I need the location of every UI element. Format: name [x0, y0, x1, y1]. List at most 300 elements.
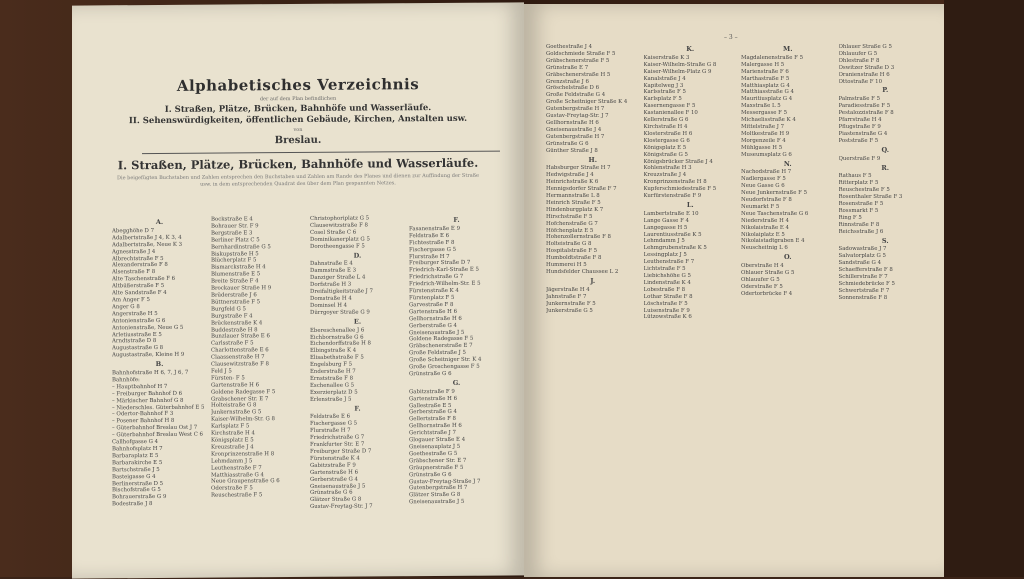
index-entry: Angerstraße H 5 [112, 310, 158, 318]
index-entry: Alsenstraße F 8 [112, 269, 156, 276]
letter-heading: E. [353, 317, 362, 326]
index-entry: Brockauer Straße H 9 [211, 285, 272, 292]
index-entry: Rinnstraße F 8 [838, 221, 880, 228]
index-entry: Frankfurter Str. E 7 [310, 441, 365, 449]
index-entry: Gallestraße E 5 [409, 402, 452, 409]
index-entry: Hofchenstraße G 7 [546, 220, 598, 227]
index-entry: Bahnhöfe: [112, 377, 140, 384]
index-entry: Bartschstraße J 5 [112, 466, 160, 474]
index-entry: Dürrgoyer Straße G 9 [310, 309, 370, 316]
index-entry: Goldschmiede Straße F 5 [546, 50, 616, 57]
index-entry: Reuschestraße F 5 [211, 492, 263, 499]
index-entry: Agnesstraße J 4 [112, 248, 156, 255]
index-entry: Elbingstraße K 4 [310, 347, 357, 355]
index-entry: Holteistraße G 8 [546, 241, 592, 248]
index-entry: Bernhardinstraße G 5 [211, 243, 271, 251]
index-entry: Niederstraße H 4 [741, 217, 789, 224]
index-entry: Oderstraße F 5 [211, 485, 253, 492]
index-entry: Schaefferstraße F 8 [838, 267, 893, 274]
right-page [524, 4, 944, 577]
index-entry: Gellhornstraße H 6 [409, 423, 462, 430]
index-entry: Kanalstraße J 4 [643, 75, 686, 82]
index-entry: Sandstraße G 4 [838, 260, 882, 267]
index-entry: Karlsstraße F 5 [643, 89, 686, 96]
letter-heading: S. [881, 236, 889, 245]
index-entry: Reuschestraße F 5 [838, 187, 890, 194]
index-entry: Callhofgasse G 4 [112, 439, 159, 446]
letter-heading: P. [882, 86, 889, 95]
index-entry: Burgfeld G 5 [211, 306, 246, 313]
index-entry: Freiburger Straße D 7 [310, 448, 372, 455]
index-entry: Adalbertstraße, Neue K 3 [112, 241, 183, 249]
index-entry: Burgstraße F 4 [211, 313, 253, 320]
index-entry: Hohenzollernstraße F 8 [546, 234, 611, 241]
index-entry: Grünstraße G 6 [409, 471, 452, 478]
index-entry: Arletiusstraße E 5 [112, 331, 162, 338]
index-entry: Grabschener Str. E 7 [211, 395, 269, 403]
index-entry: Gellhornstraße H 6 [546, 119, 599, 126]
index-entry: Morgenzeile F 4 [741, 137, 786, 144]
index-entry: Carlsstraße F 5 [211, 340, 254, 347]
index-entry: Biskupstraße H 5 [211, 250, 259, 258]
index-entry: Höfchenplatz E 5 [546, 227, 594, 234]
index-entry: Gerichtstraße J 7 [409, 430, 456, 437]
index-entry: Klosterstraße H 6 [643, 130, 693, 137]
index-entry: Hospitalstraße F 5 [546, 248, 598, 255]
index-entry: Oderstraße F 5 [741, 283, 783, 290]
index-entry: Erlenstraße J 5 [310, 396, 352, 403]
index-entry: Matthiasstraße G 4 [211, 471, 264, 479]
index-entry: Messergasse F 5 [741, 110, 787, 117]
index-entry: Moltkestraße H 9 [741, 130, 790, 137]
index-entry: Feldstraße E 6 [409, 232, 450, 240]
index-entry: Grünstraße G 6 [546, 140, 589, 147]
index-entry: Leuthenstraße F 7 [643, 259, 695, 266]
subtitle-1: I. Straßen, Plätze, Brücken, Bahnhöfe und Wasserläufe. [164, 103, 432, 115]
index-entry: Mauritiusplatz G 4 [741, 96, 793, 103]
index-entry: – Freiburger Bahnhof D 6 [112, 390, 183, 398]
index-entry: Fischergasse G 5 [409, 246, 457, 253]
index-entry: Charlottenstraße E 6 [211, 347, 269, 354]
page-title: Alphabetisches Verzeichnis [176, 75, 420, 95]
index-entry: Oranienstraße H 6 [838, 71, 890, 78]
index-entry: Karlsplatz F 5 [643, 96, 682, 103]
index-entry: Clausewitzstraße F 8 [310, 222, 368, 229]
index-entry: Friedrichstraße G 7 [409, 274, 464, 281]
index-entry: Friedrichstraße G 7 [310, 434, 365, 442]
index-entry: – Märkischer Bahnhof G 8 [112, 397, 184, 404]
index-entry: Nadlergasse F 5 [741, 176, 786, 183]
index-entry: Dammstraße E 3 [310, 267, 357, 275]
index-entry: Schillerstraße F 7 [838, 274, 888, 281]
index-entry: Gerberstraße G 4 [409, 409, 457, 416]
index-entry: – Güterbahnhof Breslau Ost J 7 [112, 424, 198, 432]
index-entry: Bohrauerstraße G 9 [112, 494, 167, 501]
index-entry: Alexanderstraße F 8 [112, 262, 168, 269]
index-entry: Hedwigstraße J 4 [546, 172, 594, 179]
left-index-column [211, 216, 306, 572]
index-entry: Arndtstraße D 8 [112, 338, 157, 345]
index-entry: Bohrauer Str. F 9 [211, 223, 259, 230]
right-index-columns [546, 44, 932, 571]
index-entry: Bunzlauer Straße E 6 [211, 333, 270, 341]
index-entry: Marthastraße F 5 [741, 75, 790, 82]
index-entry: Friedrich-Wilhelm-Str. E 5 [409, 280, 481, 288]
index-entry: Blücherplatz F 5 [211, 257, 257, 265]
index-entry: Junkernstraße G 5 [211, 409, 262, 416]
index-entry: Altbüßerstraße F 5 [112, 283, 165, 290]
table-edge-right [944, 0, 1024, 577]
index-entry: Grünstraße G 6 [409, 370, 452, 378]
left-page [72, 2, 524, 578]
index-entry: Dorotheengasse F 5 [310, 243, 365, 250]
index-entry: Gneisenaustraße J 5 [310, 483, 366, 490]
index-entry: Kirchstraße H 4 [211, 430, 255, 437]
index-entry: Löschstraße F 5 [643, 300, 688, 307]
index-entry: Breite Straße F 4 [211, 278, 259, 285]
index-entry: Kirchstraße H 4 [643, 123, 688, 130]
index-entry: Gräbschenerstraße H 5 [546, 71, 611, 78]
index-entry: Schwertstraße F 7 [838, 287, 890, 294]
index-entry: Marienstraße F 6 [741, 68, 789, 75]
index-entry: Gartenstraße H 6 [211, 382, 259, 389]
index-entry: Magdalenenstraße F 5 [741, 54, 804, 61]
index-entry: Kreuzstraße J 4 [211, 444, 254, 451]
index-entry: Ohlauer Straße G 5 [741, 270, 795, 277]
index-entry: Karlsplatz F 5 [211, 423, 250, 430]
index-entry: Exerzierplatz D 5 [310, 389, 358, 396]
index-entry: Lindenstraße K 4 [643, 279, 691, 286]
index-entry: Leuthenstraße F 7 [211, 464, 262, 472]
intro-text: Die beigefügten Buchstaben und Zahlen entsprechen den Buchstaben und Zahlen am Rande des Planes und dienen zur Auffindung der Straße usw. in dem entsprechenden Quadrat des über dem Plan gespannten Netzes. [116, 172, 480, 188]
index-entry: Mittelstraße J 7 [741, 123, 785, 130]
index-entry: Danziger Straße L 4 [310, 274, 366, 282]
index-entry: Glätzer Straße G 8 [310, 496, 362, 504]
index-entry: Pestalozzistraße F 8 [838, 110, 894, 117]
index-entry: Heinrich Straße F 5 [546, 199, 601, 206]
index-entry: Palmstraße F 5 [838, 96, 881, 103]
index-entry: Fürsten- F 5 [211, 375, 245, 382]
index-entry: Gustav-Freytag-Str. J 7 [546, 113, 609, 120]
index-entry: Antonienstraße, Neue G 5 [112, 324, 184, 331]
index-entry: Gneisenauplatz J 5 [409, 443, 461, 451]
index-entry: Alte Sandstraße F 4 [112, 289, 167, 297]
index-entry: Büttnerstraße F 5 [211, 299, 261, 306]
letter-heading: H. [588, 155, 597, 164]
index-entry: Kaiser-Wilhelm-Platz G 9 [643, 68, 712, 75]
index-entry: Bodestraße J 8 [112, 501, 153, 508]
index-entry: Feldstraße E 6 [310, 414, 351, 421]
index-entry: Christophoriplatz G 5 [310, 215, 370, 222]
index-entry: Reichsstraße J 6 [838, 228, 884, 235]
index-entry: Dorfstraße H 3 [310, 281, 352, 289]
index-entry: Klostergasse G 6 [643, 137, 690, 144]
index-entry: Gartenstraße H 6 [310, 469, 358, 476]
index-entry: Große Scheitniger Str. K 4 [409, 356, 482, 364]
index-entry: Neue Junkernstraße F 5 [741, 190, 808, 197]
von-text: von [293, 126, 303, 134]
letter-heading: F. [354, 404, 361, 413]
index-entry: Gellertstraße F 8 [409, 416, 456, 423]
index-entry: Kohlenstraße H 3 [643, 165, 692, 172]
index-entry: Gutenbergstraße H 7 [546, 133, 605, 140]
city-name: Breslau. [274, 134, 322, 147]
index-entry: Gerberstraße G 4 [310, 476, 358, 483]
index-entry: Eichendorffstraße H 8 [310, 340, 371, 348]
index-entry: Salvatorplatz G 5 [838, 253, 886, 260]
index-entry: Fürstenstraße K 4 [310, 455, 360, 462]
index-entry: Gerberstraße G 4 [409, 322, 457, 329]
letter-heading: D. [353, 251, 362, 260]
index-entry: Dahnstraße E 4 [310, 261, 353, 268]
index-entry: Berlinerstraße D 5 [112, 480, 164, 487]
index-entry: – Odertor-Bahnhof F 3 [112, 411, 174, 418]
index-entry: Lothar Straße F 8 [643, 293, 693, 300]
index-entry: Günther Straße J 8 [546, 147, 598, 154]
index-entry: Augustastraße, Kleine H 9 [112, 352, 185, 359]
index-entry: Kastanienallee F 10 [643, 110, 698, 117]
index-entry: Abegghöhe D 7 [112, 227, 154, 235]
index-entry: Heinrichstraße K 6 [546, 179, 599, 186]
index-entry: Kreuzstraße J 4 [643, 172, 687, 179]
index-entry: Barbarakirche E 5 [112, 459, 163, 467]
index-entry: Garvestraße F 8 [409, 301, 454, 309]
index-entry: Pfarrstraße H 4 [838, 117, 882, 124]
index-entry: Fichtestraße F 8 [409, 239, 455, 246]
index-entry: Freiburger Straße D 7 [409, 260, 471, 267]
index-entry: Kupferschmiedestraße F 5 [643, 186, 717, 193]
index-entry: Flurstraße H 7 [310, 427, 351, 435]
index-entry: Jägerstraße H 4 [546, 286, 590, 293]
index-entry: Gneisenaustraße J 4 [546, 126, 602, 133]
index-entry: Museumsplatz G 6 [741, 151, 792, 158]
index-entry: Grenzstraße J 6 [546, 78, 589, 85]
index-entry: Ottostraße F 10 [838, 78, 883, 85]
index-entry: Grünstraße E 7 [546, 64, 589, 71]
index-entry: Feld J 5 [211, 368, 232, 375]
index-entry: Enderstraße H 7 [310, 368, 356, 375]
letter-heading: R. [881, 163, 890, 172]
index-entry: Gustav-Freytag-Str. J 7 [310, 503, 373, 511]
index-entry: Piastenstraße G 4 [838, 130, 888, 137]
index-entry: Eichbornstraße G 6 [310, 334, 364, 341]
index-entry: Jahnstraße F 7 [546, 293, 587, 300]
left-index-column [310, 215, 405, 571]
index-entry: Engelsburg F 5 [310, 361, 353, 369]
index-entry: Ohlauufer G 5 [741, 277, 780, 283]
index-entry: Kronprinzenstraße H 8 [643, 179, 707, 186]
index-entry: Neudorfstraße F 8 [741, 197, 792, 204]
index-entry: Gneisenaustraße J 5 [409, 329, 465, 336]
letter-heading: L. [686, 200, 694, 209]
index-entry: Basteigasse G 4 [112, 473, 156, 480]
index-entry: Liebichshöhe G 5 [643, 273, 691, 279]
index-entry: Blumenstraße E 5 [211, 271, 261, 278]
index-entry: Große Groschengasse F 5 [409, 363, 480, 371]
index-entry: Laurentiusstraße K 5 [643, 231, 702, 238]
divider [142, 151, 500, 154]
index-entry: Junkerstraße G 5 [546, 307, 593, 314]
index-entry: Gröschelstraße D 6 [546, 85, 599, 92]
index-entry: Bismarckstraße H 4 [211, 264, 266, 271]
index-entry: Ernststraße F 8 [310, 375, 354, 382]
letter-heading: Q. [881, 145, 890, 154]
index-entry: Kasernengasse F 5 [643, 103, 696, 110]
right-index-column [839, 44, 933, 571]
index-entry: Hirschstraße F 5 [546, 213, 593, 220]
index-entry: – Posener Bahnhof H 8 [112, 418, 175, 425]
index-entry: Nachodstraße H 7 [741, 169, 792, 176]
index-entry: Friedrich-Karl-Straße E 5 [409, 267, 479, 274]
index-entry: Lange Gasse F 4 [643, 217, 689, 224]
index-entry: Kellerstraße G 6 [643, 117, 689, 124]
index-entry: Malergasse H 5 [741, 61, 785, 68]
index-entry: Große Scheitniger Straße K 4 [546, 99, 628, 106]
letter-heading: K. [686, 45, 695, 53]
index-entry: Buddestraße H 8 [211, 326, 258, 334]
index-entry: Anger G 8 [112, 303, 140, 311]
index-entry: Cosel Straße C 6 [310, 229, 357, 236]
index-entry: Habsburger Straße H 7 [546, 165, 611, 172]
index-entry: Albrechtstraße F 5 [112, 255, 164, 262]
index-entry: Gustav-Freytag-Straße J 7 [409, 478, 481, 485]
index-entry: Lessingplatz J 5 [643, 252, 687, 259]
index-entry: Gartenstraße H 6 [409, 395, 457, 402]
index-entry: Gartenstraße H 6 [409, 308, 457, 316]
index-entry: Adalbertstraße J 4, K 3, 4 [112, 234, 182, 242]
index-entry: Fürstenstraße K 4 [409, 287, 459, 295]
letter-heading: J. [590, 276, 596, 285]
index-entry: Königsplatz E 5 [211, 437, 254, 444]
index-entry: Holteistraße G 8 [211, 402, 257, 410]
index-entry: Rosenthaler Straße F 3 [838, 194, 903, 201]
index-entry: Große Feldstraße J 5 [409, 350, 466, 357]
index-entry: – Güterbahnhof Breslau West C 6 [112, 431, 203, 439]
letter-heading: N. [783, 159, 792, 168]
index-entry: Antonienstraße G 6 [112, 317, 166, 324]
index-entry: Lobestraße F 8 [643, 286, 686, 293]
index-entry: Neue Graupenstraße G 6 [211, 478, 280, 486]
index-entry: Bischofstraße G 5 [112, 487, 161, 494]
index-entry: Bahnhofstraße H 6, 7, J 6, 7 [112, 369, 189, 377]
index-entry: Hundsfelder Chaussee L 2 [546, 269, 619, 275]
index-entry: Neue Taschenstraße G 6 [741, 210, 809, 217]
index-entry: Hummerei H 5 [546, 262, 587, 269]
index-entry: Nikolaistraße E 4 [741, 224, 789, 231]
letter-heading: B. [155, 360, 164, 369]
index-entry: Ohlestraße F 8 [838, 57, 880, 64]
index-entry: Gutenbergstraße H 7 [409, 485, 468, 492]
letter-heading: A. [155, 217, 164, 226]
index-entry: Odertorbrücke F 4 [741, 290, 793, 297]
letter-heading: F. [453, 215, 460, 224]
index-entry: Gräbschenerstraße E 7 [409, 343, 473, 350]
index-entry: Goldene Radegasse F 5 [211, 388, 276, 396]
index-entry: Königstraße G 5 [643, 151, 688, 158]
right-index-column [741, 44, 835, 571]
index-entry: Flurstraße H 7 [409, 253, 450, 260]
index-entry: Querstraße F 9 [838, 155, 881, 162]
index-entry: Dreifaltigkeitstraße J 7 [310, 288, 373, 295]
index-entry: Dominikanerplatz G 5 [310, 236, 370, 243]
left-index-column [112, 217, 207, 573]
index-entry: Junkernstraße F 5 [546, 300, 596, 307]
index-entry: Sonnenstraße F 8 [838, 294, 888, 301]
index-entry: Clausewitzstraße F 8 [211, 361, 269, 368]
index-entry: Grünstraße G 6 [310, 490, 353, 497]
index-entry: Bahnhofsplatz H 7 [112, 445, 163, 453]
index-entry: Ritterplatz F 5 [838, 180, 879, 187]
index-entry: Kaiserstraße K 3 [643, 54, 690, 61]
index-entry: Kaiser-Wilhelm-Str. G 8 [211, 416, 275, 423]
index-entry: Hermannstraße L 8 [546, 193, 600, 200]
index-entry: Nikolaistadtgraben E 4 [741, 238, 805, 245]
right-index-column [644, 44, 738, 571]
index-entry: Ring F 5 [838, 214, 862, 221]
left-index-column [409, 215, 504, 571]
section-title: I. Straßen, Plätze, Brücken, Bahnhöfe und Wasserläufe. [117, 155, 479, 173]
index-entry: Goethestraße G 5 [409, 450, 458, 458]
index-entry: Fischergasse G 5 [310, 420, 358, 428]
index-entry: Gräupnerstraße F 5 [409, 464, 464, 471]
index-entry: Lambertstraße E 10 [643, 210, 699, 217]
index-entry: Augustastraße G 8 [112, 345, 164, 352]
index-entry: Lützowstraße K 6 [643, 314, 692, 321]
index-entry: Gräbschener Str. E 7 [409, 457, 467, 465]
index-entry: Oberstraße H 4 [741, 263, 784, 270]
index-entry: Lehmdamm J 5 [211, 458, 253, 465]
index-entry: Bergstraße E 3 [211, 230, 253, 237]
index-entry: Sadowastraße J 7 [838, 246, 887, 253]
index-entry: Claassenstraße H 7 [211, 354, 265, 361]
index-entry: Ohlauer Straße G 5 [838, 44, 892, 50]
index-entry: – Niederschles. Güterbahnhof E 5 [112, 404, 205, 411]
index-entry: Gräbschenerstraße F 5 [546, 57, 610, 64]
left-index-columns [112, 215, 504, 573]
index-entry: Langegasse H 5 [643, 224, 688, 231]
index-entry: Lehmgrubenstraße K 5 [643, 245, 707, 252]
index-entry: Ebereschenallee J 6 [310, 327, 365, 334]
index-entry: Neuscheitnig L 6 [741, 245, 788, 252]
index-entry: Neumarkt F 5 [741, 203, 780, 210]
index-entry: Fasanenstraße E 9 [409, 225, 461, 233]
index-entry: Rathaus F 5 [838, 173, 872, 180]
index-entry: Nikolaiplatz E 5 [741, 231, 785, 238]
index-entry: Brückenstraße K 4 [211, 319, 263, 327]
index-entry: Gabitzstraße F 9 [409, 388, 455, 395]
index-entry: Kaiser-Wilhelm-Straße G 8 [643, 61, 717, 68]
index-entry: Oswitzer Straße D 3 [838, 64, 895, 71]
index-entry: Gneisenaustraße J 5 [409, 499, 465, 506]
index-entry: Lichtstraße F 5 [643, 266, 686, 273]
index-entry: Berliner Platz C 5 [211, 236, 260, 244]
pre-subtitle: der auf dem Plan befindlichen [259, 95, 337, 103]
index-entry: Humboldtstraße F 8 [546, 255, 602, 262]
index-entry: Hindenburgplatz K 7 [546, 206, 604, 213]
index-entry: Gellhornstraße H 6 [409, 315, 462, 322]
index-entry: Domstraße H 4 [310, 295, 352, 302]
index-entry: Dominsel H 4 [310, 302, 348, 309]
index-entry: Bockstraße E 4 [211, 216, 253, 223]
letter-heading: O. [783, 253, 792, 262]
index-entry: Matthiasstraße G 4 [741, 89, 794, 96]
index-entry: Michaelisstraße K 4 [741, 117, 796, 124]
index-entry: Am Anger F 5 [112, 297, 150, 304]
index-entry: Gabitzstraße F 9 [310, 462, 356, 469]
index-entry: Glätzer Straße G 8 [409, 492, 461, 499]
index-entry: Pflugstraße F 9 [838, 123, 881, 130]
index-entry: Kronprinzenstraße H 8 [211, 450, 275, 458]
